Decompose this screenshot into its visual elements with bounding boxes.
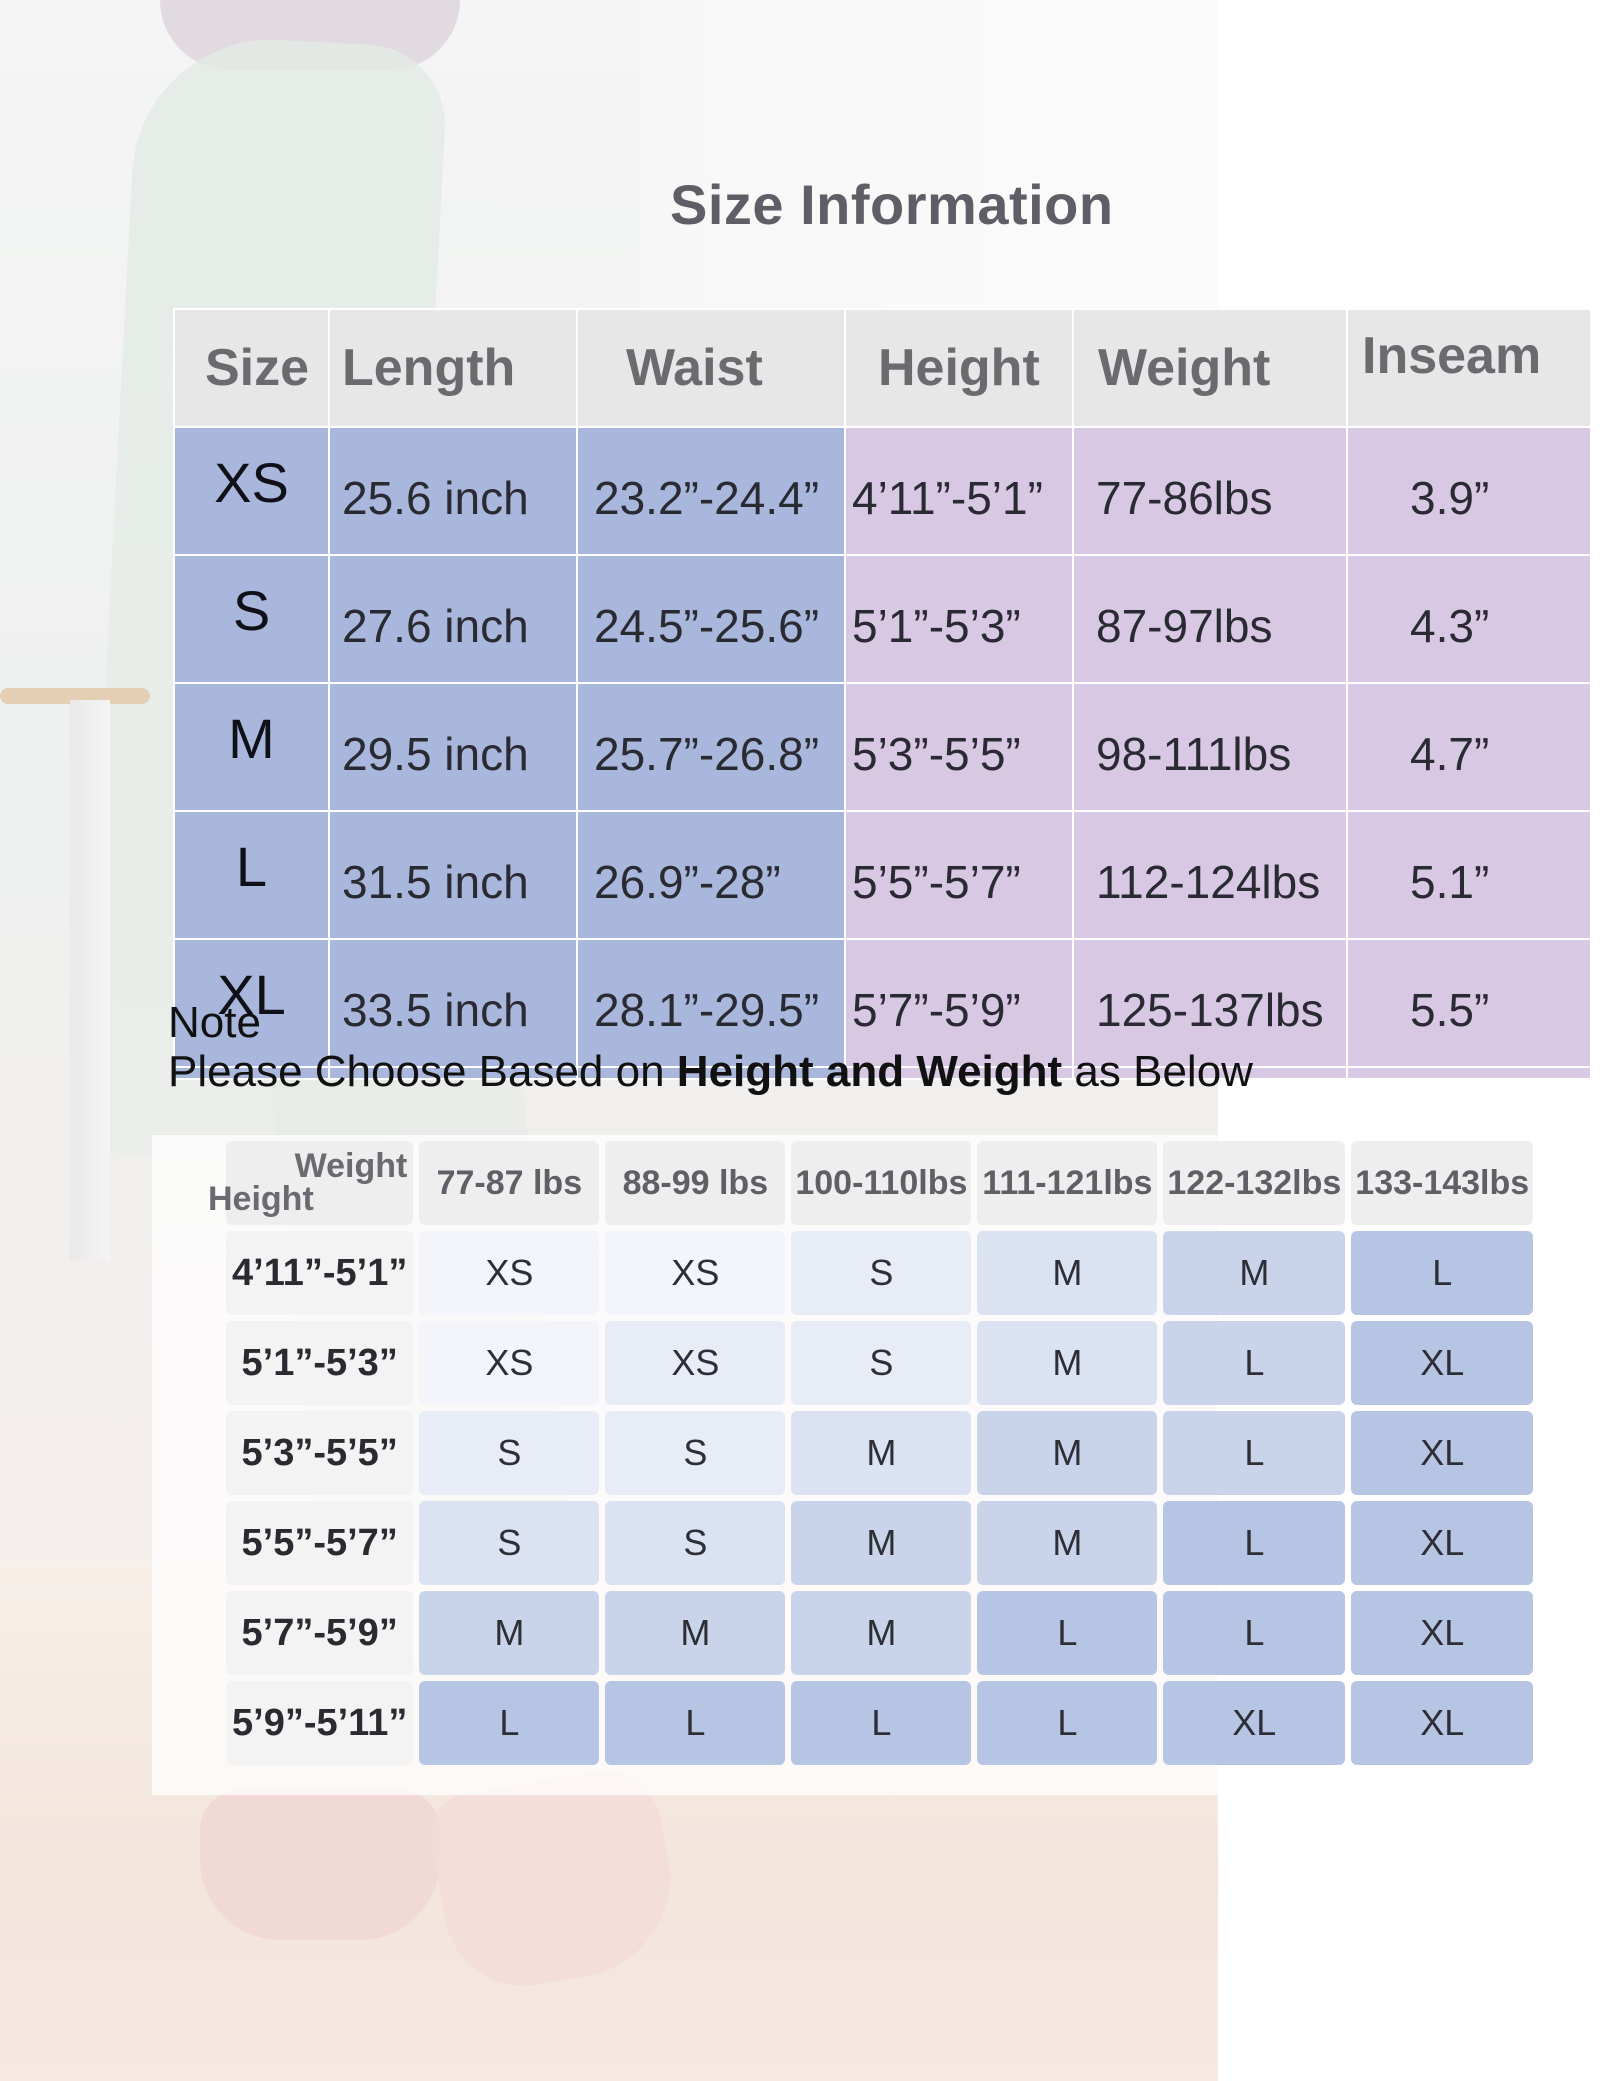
inseam-cell: 5.5” (1347, 939, 1591, 1067)
size-recommendation-cell: M (1163, 1231, 1345, 1315)
size-recommendation-cell: M (791, 1591, 971, 1675)
size-recommendation-cell: M (791, 1501, 971, 1585)
size-recommendation-cell: XL (1351, 1411, 1533, 1495)
grid-row (226, 1591, 1533, 1675)
length-cell: 29.5 inch (329, 683, 577, 811)
weight-column-header: 77-87 lbs (419, 1141, 599, 1225)
corner-weight-label: Weight (294, 1147, 408, 1185)
size-recommendation-cell: L (605, 1681, 785, 1765)
height-cell: 5’1”-5’3” (845, 555, 1073, 683)
length-cell: 27.6 inch (329, 555, 577, 683)
size-recommendation-cell: M (419, 1591, 599, 1675)
size-recommendation-cell: M (605, 1591, 785, 1675)
size-recommendation-cell: L (1163, 1501, 1345, 1585)
note-suffix: as Below (1062, 1047, 1253, 1096)
size-recommendation-cell: M (977, 1411, 1157, 1495)
size-recommendation-cell: L (791, 1681, 971, 1765)
size-recommendation-cell: S (605, 1501, 785, 1585)
weight-cell: 77-86lbs (1073, 427, 1347, 555)
photo-ballet-shoe (200, 1790, 440, 1940)
inseam-cell: 5.1” (1347, 811, 1591, 939)
length-cell: 25.6 inch (329, 427, 577, 555)
size-recommendation-cell: S (419, 1501, 599, 1585)
waist-cell: 23.2”-24.4” (577, 427, 845, 555)
weight-column-header: 122-132lbs (1163, 1141, 1345, 1225)
height-row-header: 5’7”-5’9” (226, 1591, 413, 1675)
size-recommendation-grid (208, 1135, 1539, 1771)
inseam-cell: 4.7” (1347, 683, 1591, 811)
corner-height-label: Height (208, 1180, 314, 1218)
waist-cell: 28.1”-29.5” (577, 939, 845, 1067)
trailing-cell (1347, 1067, 1591, 1079)
size-recommendation-cell: S (791, 1321, 971, 1405)
table-row (174, 811, 1591, 939)
size-recommendation-cell: M (791, 1411, 971, 1495)
header-size: Size (174, 309, 329, 427)
size-recommendation-cell: L (1163, 1411, 1345, 1495)
length-cell: 33.5 inch (329, 939, 577, 1067)
note-text (168, 1047, 1253, 1096)
length-cell: 31.5 inch (329, 811, 577, 939)
header-weight: Weight (1073, 309, 1347, 427)
size-cell: S (174, 555, 329, 683)
header-inseam: Inseam (1347, 309, 1591, 427)
height-row-header: 4’11”-5’1” (226, 1231, 413, 1315)
size-recommendation-cell: L (977, 1591, 1157, 1675)
grid-row (226, 1411, 1533, 1495)
size-table-header-row (174, 309, 1591, 427)
weight-column-header: 88-99 lbs (605, 1141, 785, 1225)
size-recommendation-cell: S (605, 1411, 785, 1495)
note-prefix: Please Choose Based on (168, 1047, 677, 1096)
weight-cell: 112-124lbs (1073, 811, 1347, 939)
page-title: Size Information (670, 173, 1114, 236)
height-row-header: 5’1”-5’3” (226, 1321, 413, 1405)
height-cell: 5’5”-5’7” (845, 811, 1073, 939)
size-recommendation-cell: XS (605, 1321, 785, 1405)
size-recommendation-cell: L (1163, 1321, 1345, 1405)
size-recommendation-cell: M (977, 1321, 1157, 1405)
grid-row (226, 1231, 1533, 1315)
grid-row (226, 1501, 1533, 1585)
table-row (174, 555, 1591, 683)
size-recommendation-cell: XL (1351, 1321, 1533, 1405)
note-block (168, 998, 1253, 1096)
size-recommendation-cell: M (977, 1501, 1157, 1585)
size-recommendation-cell: XL (1163, 1681, 1345, 1765)
waist-cell: 25.7”-26.8” (577, 683, 845, 811)
size-cell: XS (174, 427, 329, 555)
height-row-header: 5’3”-5’5” (226, 1411, 413, 1495)
weight-column-header: 133-143lbs (1351, 1141, 1533, 1225)
table-row (174, 683, 1591, 811)
grid-corner-header (208, 1141, 413, 1225)
size-recommendation-cell: XS (419, 1231, 599, 1315)
size-recommendation-cell: XS (605, 1231, 785, 1315)
size-cell: M (174, 683, 329, 811)
size-recommendation-cell: XL (1351, 1591, 1533, 1675)
size-recommendation-cell: XL (1351, 1681, 1533, 1765)
height-cell: 5’7”-5’9” (845, 939, 1073, 1067)
weight-column-header: 111-121lbs (977, 1141, 1157, 1225)
height-cell: 5’3”-5’5” (845, 683, 1073, 811)
grid-row (226, 1321, 1533, 1405)
size-cell: L (174, 811, 329, 939)
note-emphasis: Height and Weight (676, 1047, 1063, 1096)
size-recommendation-cell: L (419, 1681, 599, 1765)
size-recommendation-cell: XS (419, 1321, 599, 1405)
size-recommendation-cell: L (1351, 1231, 1533, 1315)
grid-row (226, 1681, 1533, 1765)
size-cell: XL (174, 939, 329, 1067)
size-recommendation-cell: S (791, 1231, 971, 1315)
size-recommendation-cell: M (977, 1231, 1157, 1315)
height-row-header: 5’9”-5’11” (226, 1681, 413, 1765)
grid-header-row (226, 1141, 1533, 1225)
size-recommendation-cell: L (1163, 1591, 1345, 1675)
size-information-table (173, 308, 1592, 1080)
inseam-cell: 3.9” (1347, 427, 1591, 555)
waist-cell: 24.5”-25.6” (577, 555, 845, 683)
weight-cell: 98-111lbs (1073, 683, 1347, 811)
weight-cell: 125-137lbs (1073, 939, 1347, 1067)
height-cell: 4’11”-5’1” (845, 427, 1073, 555)
inseam-cell: 4.3” (1347, 555, 1591, 683)
size-recommendation-cell: L (977, 1681, 1157, 1765)
size-recommendation-cell: XL (1351, 1501, 1533, 1585)
header-waist: Waist (577, 309, 845, 427)
height-row-header: 5’5”-5’7” (226, 1501, 413, 1585)
waist-cell: 26.9”-28” (577, 811, 845, 939)
size-recommendation-cell: S (419, 1411, 599, 1495)
header-height: Height (845, 309, 1073, 427)
photo-barre-post (70, 700, 110, 1260)
header-length: Length (329, 309, 577, 427)
note-heading: Note (168, 998, 261, 1047)
weight-column-header: 100-110lbs (791, 1141, 971, 1225)
weight-cell: 87-97lbs (1073, 555, 1347, 683)
table-row (174, 427, 1591, 555)
